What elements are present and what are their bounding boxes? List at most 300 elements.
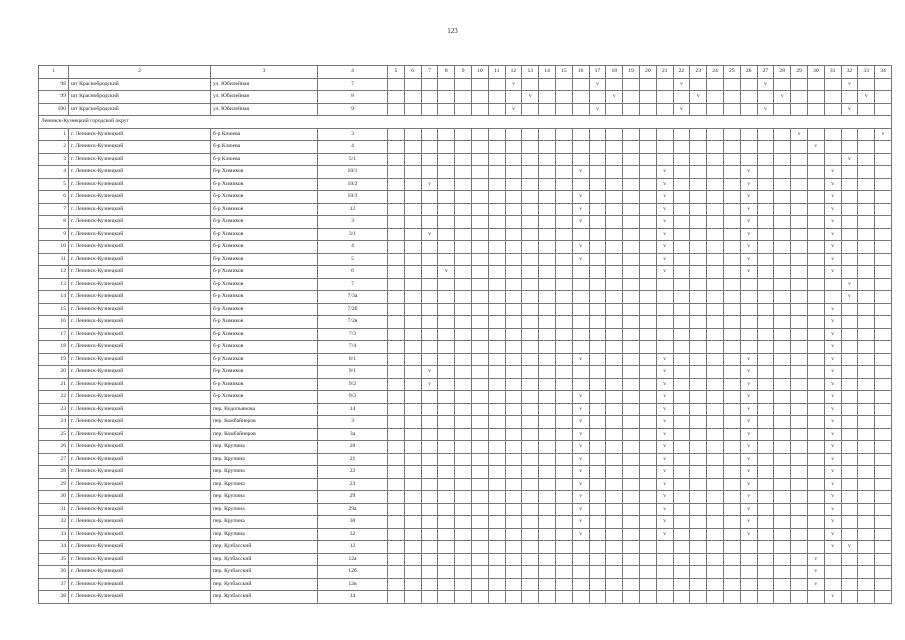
check-mark: v: [824, 491, 841, 504]
empty-cell: [488, 316, 505, 329]
empty-cell: [404, 566, 421, 579]
empty-cell: [572, 78, 589, 91]
empty-cell: [807, 541, 824, 554]
empty-cell: [505, 353, 522, 366]
settlement-cell: г. Ленинск-Кузнецкий: [69, 578, 211, 591]
check-mark: v: [656, 353, 673, 366]
empty-cell: [438, 516, 455, 529]
check-mark: v: [824, 478, 841, 491]
empty-cell: [522, 366, 539, 379]
empty-cell: [606, 541, 623, 554]
empty-cell: [623, 366, 640, 379]
empty-cell: [723, 141, 740, 154]
empty-cell: [606, 503, 623, 516]
empty-cell: [606, 266, 623, 279]
empty-cell: [723, 491, 740, 504]
empty-cell: [404, 403, 421, 416]
empty-cell: [455, 78, 472, 91]
empty-cell: [539, 353, 556, 366]
empty-cell: [606, 403, 623, 416]
empty-cell: [421, 78, 438, 91]
empty-cell: [471, 478, 488, 491]
empty-cell: [555, 403, 572, 416]
empty-cell: [774, 291, 791, 304]
section-row: [39, 116, 892, 129]
empty-cell: [723, 241, 740, 254]
empty-cell: [388, 366, 405, 379]
settlement-cell: г. Ленинск-Кузнецкий: [69, 466, 211, 479]
empty-cell: [388, 166, 405, 179]
empty-cell: [455, 153, 472, 166]
empty-cell: [757, 266, 774, 279]
empty-cell: [488, 128, 505, 141]
empty-cell: [690, 303, 707, 316]
header-cell: 11: [488, 66, 505, 79]
empty-cell: [875, 453, 892, 466]
empty-cell: [388, 153, 405, 166]
empty-cell: [488, 253, 505, 266]
street-cell: пер. Кузбасский: [211, 591, 318, 604]
empty-cell: [606, 366, 623, 379]
empty-cell: [623, 128, 640, 141]
empty-cell: [858, 141, 875, 154]
empty-cell: [404, 391, 421, 404]
empty-cell: [673, 366, 690, 379]
empty-cell: [388, 291, 405, 304]
empty-cell: [589, 403, 606, 416]
empty-cell: [455, 441, 472, 454]
empty-cell: [774, 466, 791, 479]
empty-cell: [807, 503, 824, 516]
empty-cell: [455, 478, 472, 491]
empty-cell: [455, 191, 472, 204]
house-cell: 14: [318, 591, 388, 604]
empty-cell: [858, 566, 875, 579]
empty-cell: [522, 416, 539, 429]
empty-cell: [539, 366, 556, 379]
row-number: 99: [39, 91, 69, 104]
empty-cell: [639, 591, 656, 604]
empty-cell: [488, 391, 505, 404]
empty-cell: [723, 178, 740, 191]
settlement-cell: г. Ленинск-Кузнецкий: [69, 378, 211, 391]
empty-cell: [791, 578, 808, 591]
street-cell: пер. Крупина: [211, 528, 318, 541]
empty-cell: [522, 303, 539, 316]
empty-cell: [555, 141, 572, 154]
empty-cell: [757, 378, 774, 391]
row-number: 37: [39, 578, 69, 591]
house-cell: 10/3: [318, 191, 388, 204]
table-row: [39, 141, 892, 154]
empty-cell: [723, 416, 740, 429]
empty-cell: [841, 328, 858, 341]
empty-cell: [388, 328, 405, 341]
empty-cell: [555, 353, 572, 366]
settlement-cell: г. Ленинск-Кузнецкий: [69, 141, 211, 154]
empty-cell: [555, 216, 572, 229]
empty-cell: [589, 353, 606, 366]
empty-cell: [404, 128, 421, 141]
empty-cell: [539, 266, 556, 279]
empty-cell: [875, 91, 892, 104]
empty-cell: [455, 291, 472, 304]
empty-cell: [807, 166, 824, 179]
empty-cell: [875, 328, 892, 341]
empty-cell: [623, 278, 640, 291]
empty-cell: [774, 241, 791, 254]
empty-cell: [572, 303, 589, 316]
empty-cell: [488, 541, 505, 554]
empty-cell: [555, 341, 572, 354]
empty-cell: [421, 391, 438, 404]
empty-cell: [589, 341, 606, 354]
empty-cell: [858, 541, 875, 554]
header-cell: 14: [539, 66, 556, 79]
check-mark: v: [572, 216, 589, 229]
empty-cell: [757, 528, 774, 541]
empty-cell: [505, 416, 522, 429]
check-mark: v: [690, 91, 707, 104]
empty-cell: [707, 216, 724, 229]
street-cell: б-р Химиков: [211, 191, 318, 204]
empty-cell: [774, 316, 791, 329]
settlement-cell: г. Ленинск-Кузнецкий: [69, 228, 211, 241]
empty-cell: [774, 528, 791, 541]
empty-cell: [841, 191, 858, 204]
empty-cell: [522, 478, 539, 491]
house-cell: 9/1: [318, 366, 388, 379]
empty-cell: [824, 91, 841, 104]
header-cell: 24: [707, 66, 724, 79]
empty-cell: [757, 466, 774, 479]
empty-cell: [673, 253, 690, 266]
empty-cell: [606, 316, 623, 329]
empty-cell: [505, 453, 522, 466]
empty-cell: [807, 466, 824, 479]
empty-cell: [690, 78, 707, 91]
empty-cell: [791, 553, 808, 566]
empty-cell: [404, 353, 421, 366]
street-cell: б-р Химиков: [211, 378, 318, 391]
empty-cell: [404, 491, 421, 504]
check-mark: v: [740, 441, 757, 454]
empty-cell: [807, 341, 824, 354]
empty-cell: [841, 403, 858, 416]
empty-cell: [455, 491, 472, 504]
empty-cell: [740, 578, 757, 591]
empty-cell: [673, 303, 690, 316]
row-number: 2: [39, 141, 69, 154]
empty-cell: [555, 178, 572, 191]
row-number: 7: [39, 203, 69, 216]
check-mark: v: [824, 241, 841, 254]
empty-cell: [723, 91, 740, 104]
empty-cell: [589, 328, 606, 341]
empty-cell: [623, 466, 640, 479]
empty-cell: [421, 578, 438, 591]
empty-cell: [455, 403, 472, 416]
empty-cell: [522, 253, 539, 266]
empty-cell: [404, 153, 421, 166]
empty-cell: [639, 428, 656, 441]
empty-cell: [505, 266, 522, 279]
empty-cell: [505, 516, 522, 529]
check-mark: v: [740, 416, 757, 429]
empty-cell: [875, 353, 892, 366]
empty-cell: [824, 128, 841, 141]
house-cell: 3: [318, 216, 388, 229]
empty-cell: [639, 478, 656, 491]
empty-cell: [404, 266, 421, 279]
check-mark: v: [740, 528, 757, 541]
empty-cell: [774, 341, 791, 354]
empty-cell: [589, 178, 606, 191]
table-row: [39, 516, 892, 529]
check-mark: v: [740, 228, 757, 241]
empty-cell: [589, 91, 606, 104]
empty-cell: [404, 203, 421, 216]
empty-cell: [690, 391, 707, 404]
empty-cell: [522, 466, 539, 479]
empty-cell: [757, 241, 774, 254]
empty-cell: [438, 78, 455, 91]
empty-cell: [539, 566, 556, 579]
empty-cell: [875, 166, 892, 179]
table-row: [39, 128, 892, 141]
empty-cell: [757, 428, 774, 441]
empty-cell: [404, 378, 421, 391]
empty-cell: [589, 191, 606, 204]
empty-cell: [539, 516, 556, 529]
empty-cell: [388, 553, 405, 566]
empty-cell: [723, 428, 740, 441]
empty-cell: [841, 528, 858, 541]
house-cell: 9/2: [318, 378, 388, 391]
empty-cell: [841, 453, 858, 466]
empty-cell: [723, 391, 740, 404]
empty-cell: [589, 591, 606, 604]
empty-cell: [539, 203, 556, 216]
check-mark: v: [656, 378, 673, 391]
empty-cell: [388, 253, 405, 266]
empty-cell: [488, 341, 505, 354]
empty-cell: [505, 553, 522, 566]
empty-cell: [488, 366, 505, 379]
row-number: 30: [39, 491, 69, 504]
empty-cell: [522, 178, 539, 191]
empty-cell: [606, 141, 623, 154]
empty-cell: [421, 416, 438, 429]
empty-cell: [858, 441, 875, 454]
empty-cell: [858, 378, 875, 391]
empty-cell: [623, 191, 640, 204]
empty-cell: [572, 128, 589, 141]
check-mark: v: [807, 141, 824, 154]
street-cell: б-р Химиков: [211, 241, 318, 254]
empty-cell: [639, 391, 656, 404]
empty-cell: [824, 553, 841, 566]
empty-cell: [539, 378, 556, 391]
empty-cell: [824, 78, 841, 91]
empty-cell: [774, 128, 791, 141]
empty-cell: [656, 153, 673, 166]
check-mark: v: [824, 591, 841, 604]
empty-cell: [388, 453, 405, 466]
empty-cell: [707, 491, 724, 504]
empty-cell: [471, 591, 488, 604]
header-cell: 2: [69, 66, 211, 79]
empty-cell: [656, 291, 673, 304]
table-row: [39, 91, 892, 104]
street-cell: б-р Химиков: [211, 328, 318, 341]
empty-cell: [539, 303, 556, 316]
header-cell: 30: [807, 66, 824, 79]
empty-cell: [589, 453, 606, 466]
empty-cell: [673, 466, 690, 479]
empty-cell: [791, 266, 808, 279]
empty-cell: [471, 153, 488, 166]
empty-cell: [522, 391, 539, 404]
empty-cell: [656, 553, 673, 566]
empty-cell: [589, 416, 606, 429]
table-row: [39, 528, 892, 541]
empty-cell: [774, 166, 791, 179]
empty-cell: [740, 316, 757, 329]
house-cell: 3: [318, 128, 388, 141]
header-cell: 33: [858, 66, 875, 79]
empty-cell: [606, 578, 623, 591]
empty-cell: [404, 91, 421, 104]
empty-cell: [589, 266, 606, 279]
header-cell: 31: [824, 66, 841, 79]
empty-cell: [539, 553, 556, 566]
empty-cell: [707, 303, 724, 316]
empty-cell: [707, 153, 724, 166]
settlement-cell: г. Ленинск-Кузнецкий: [69, 491, 211, 504]
empty-cell: [572, 566, 589, 579]
empty-cell: [791, 166, 808, 179]
empty-cell: [757, 478, 774, 491]
row-number: 9: [39, 228, 69, 241]
street-cell: пер. Комбайнеров: [211, 416, 318, 429]
empty-cell: [807, 478, 824, 491]
empty-cell: [488, 466, 505, 479]
settlement-cell: г. Ленинск-Кузнецкий: [69, 478, 211, 491]
empty-cell: [455, 178, 472, 191]
empty-cell: [791, 216, 808, 229]
empty-cell: [421, 328, 438, 341]
empty-cell: [858, 203, 875, 216]
empty-cell: [841, 391, 858, 404]
empty-cell: [740, 328, 757, 341]
empty-cell: [774, 428, 791, 441]
empty-cell: [388, 278, 405, 291]
empty-cell: [522, 353, 539, 366]
check-mark: v: [572, 516, 589, 529]
house-cell: 6: [318, 266, 388, 279]
empty-cell: [707, 103, 724, 116]
empty-cell: [522, 228, 539, 241]
settlement-cell: г. Ленинск-Кузнецкий: [69, 153, 211, 166]
empty-cell: [555, 478, 572, 491]
empty-cell: [875, 141, 892, 154]
empty-cell: [555, 266, 572, 279]
empty-cell: [639, 328, 656, 341]
empty-cell: [623, 178, 640, 191]
empty-cell: [404, 516, 421, 529]
empty-cell: [421, 541, 438, 554]
empty-cell: [488, 328, 505, 341]
house-cell: 9/3: [318, 391, 388, 404]
empty-cell: [707, 316, 724, 329]
empty-cell: [471, 303, 488, 316]
empty-cell: [471, 91, 488, 104]
empty-cell: [488, 428, 505, 441]
empty-cell: [791, 478, 808, 491]
empty-cell: [606, 228, 623, 241]
empty-cell: [539, 391, 556, 404]
empty-cell: [455, 228, 472, 241]
empty-cell: [421, 103, 438, 116]
empty-cell: [841, 253, 858, 266]
empty-cell: [791, 341, 808, 354]
empty-cell: [707, 191, 724, 204]
row-number: 14: [39, 291, 69, 304]
street-cell: б-р Химиков: [211, 316, 318, 329]
empty-cell: [589, 303, 606, 316]
street-cell: б-р Химиков: [211, 178, 318, 191]
empty-cell: [555, 378, 572, 391]
empty-cell: [438, 541, 455, 554]
row-number: 15: [39, 303, 69, 316]
street-cell: пер. Крупина: [211, 453, 318, 466]
empty-cell: [791, 353, 808, 366]
house-cell: 10/1: [318, 166, 388, 179]
empty-cell: [505, 591, 522, 604]
empty-cell: [572, 341, 589, 354]
empty-cell: [572, 103, 589, 116]
empty-cell: [875, 553, 892, 566]
empty-cell: [791, 516, 808, 529]
check-mark: v: [824, 191, 841, 204]
empty-cell: [639, 366, 656, 379]
empty-cell: [639, 516, 656, 529]
empty-cell: [455, 353, 472, 366]
empty-cell: [673, 353, 690, 366]
empty-cell: [471, 341, 488, 354]
settlement-cell: г. Ленинск-Кузнецкий: [69, 528, 211, 541]
empty-cell: [875, 416, 892, 429]
empty-cell: [740, 91, 757, 104]
empty-cell: [824, 153, 841, 166]
empty-cell: [875, 491, 892, 504]
empty-cell: [539, 428, 556, 441]
empty-cell: [875, 341, 892, 354]
empty-cell: [774, 216, 791, 229]
empty-cell: [505, 303, 522, 316]
empty-cell: [858, 553, 875, 566]
empty-cell: [522, 78, 539, 91]
empty-cell: [639, 578, 656, 591]
empty-cell: [471, 166, 488, 179]
empty-cell: [455, 316, 472, 329]
empty-cell: [875, 403, 892, 416]
empty-cell: [707, 266, 724, 279]
settlement-cell: г. Ленинск-Кузнецкий: [69, 316, 211, 329]
check-mark: v: [824, 416, 841, 429]
check-mark: v: [824, 303, 841, 316]
